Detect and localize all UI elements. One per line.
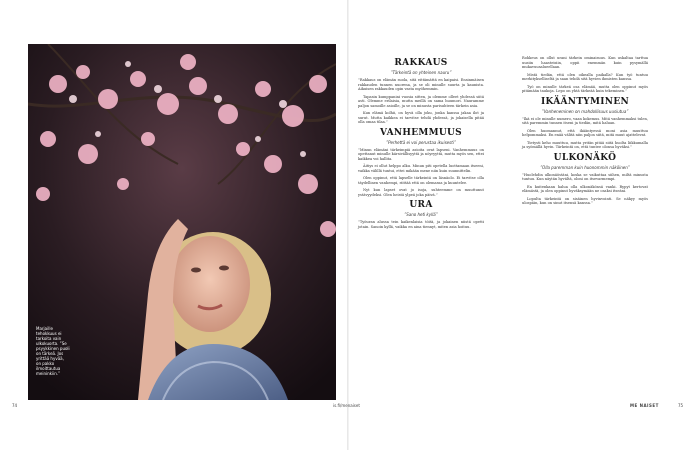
section-ikaantyminen: [522, 97, 648, 150]
section-subheading: ”Vanheneminen on mahdollisuus uusiutua”: [541, 108, 629, 114]
section-heading: RAKKAUS: [394, 58, 448, 68]
body-paragraph: Olen huomannut, että ikääntyessä moni asia muuttuu helpommaksi. En enää välitä niin paljon siitä, mitä muut ajattelevat.: [522, 128, 648, 137]
section-heading: IKÄÄNTYMINEN: [540, 96, 630, 107]
article-column-b: [522, 56, 648, 209]
article-column-a: [358, 56, 484, 232]
body-paragraph: Mistä tiedän, että olen oikealla paikalla? Kun työ tuntuu merkitykselliseltä ja saan tehdä sitä hyvien ihmisten kanssa.: [522, 72, 648, 81]
body-paragraph: En kuitenkaan halua olla ulkonäkönsä vanki. Rypyt kertovat elämästä, ja olen oppinut hyväksymään ne osaksi itseäni.: [522, 184, 648, 193]
page-gutter: [347, 0, 349, 450]
body-paragraph: ”Rakkaus on elämän suola, sitä eittämättä en kaipaisi. Ensinmäisen rakkauden tunnen nuorena, ja se oli minulle suurta ja kaunista. Aikuisen rakkauden opin vasta myöhemmin.: [358, 78, 484, 91]
section-ulkonako: [522, 153, 648, 206]
body-paragraph: Tapasin kumppanini vuosia sitten, ja olemme olleet yhdessä siitä asti. Olemme erilaisia, mutta meillä on sama huumori. Nauramme paljon samoille asioille, ja se on minusta parisuhteen tärkein asia.: [358, 94, 484, 108]
page-number-left: 74: [12, 403, 18, 408]
photo-caption: Marjaille tehokkuus ei tarkoita vain ulkokuorta. ”Se psyykkinen puoli on tärkeä. Jos yrittää hyvää, on pakko ilmoittautua meininkiin.”: [36, 326, 70, 376]
portrait-photo: [28, 44, 336, 400]
body-paragraph: Tietysti keho muuttuu, mutta yritän pitää siitä huolta liikkumalla ja syömällä hyvin. Tärkeintä on, että tuntee olonsa hyväksi.”: [522, 140, 648, 149]
body-paragraph: Rohkeus on ollut urani tärkein ominaisuus. Kun uskaltaa tarttua uusiin haasteisiin, oppii enemmän kuin pysymällä mukavuusalueellaan.: [522, 56, 648, 69]
section-heading: ULKONÄKÖ: [553, 152, 617, 163]
section-ura: [358, 200, 484, 229]
site-url: is.fi/menaiset: [333, 403, 360, 408]
section-subheading: ”Tärkeintä on yhteinen nauru”: [390, 70, 452, 75]
body-paragraph: ”Huolehdin ulkonäöstäni, koska se vaikuttaa siihen, miltä minusta tuntuu. Kun näytän hyvältä, oloni on itsevarmempi.: [522, 172, 648, 181]
body-paragraph: Olen oppinut, että lapselle tärkeintä on läsnäolo. Ei tarvitse olla täydellinen vanhempi, riittää että on olemassa ja kuuntelee.: [358, 176, 484, 185]
blossom-portrait-image: [28, 44, 336, 400]
section-subheading: ”Perhettä ei voi perustaa ikuisesti”: [386, 139, 456, 145]
page-number-right: 75: [678, 403, 684, 408]
magazine-section-name: ME NAISET: [630, 403, 659, 408]
body-paragraph: ”Minun elämäni tärkeimpiä asioita ovat lapseni. Vanhemmuus on opettanut minulle kärsivällisyyttä ja nöyryyttä, mutta myös sen, ettei kaikkea voi hallita.: [358, 147, 484, 161]
section-vanhemmuus: [358, 128, 484, 198]
section-rakkaus: [358, 58, 484, 125]
section-subheading: ”Olla paremman kuin huonommin näköinen”: [540, 164, 630, 170]
body-paragraph: Lopulta tärkeintä on sisäinen hyvinvointi. Se näkyy myös ulospäin, kun on sinut itsensä kanssa.”: [522, 196, 648, 205]
body-paragraph: Työ on minulle tärkeä osa elämää, mutta olen oppinut myös pitämään taukoja. Lepo on yhtä tärkeää kuin tekeminen.”: [522, 84, 648, 93]
body-paragraph: Nyt kun lapset ovat jo isoja, suhteemme on muuttunut ystävyydeksi. Olen heistä ylpeä joka päivä.”: [358, 188, 484, 197]
body-paragraph: Kun elämä kolhii, on hyvä olla joku, jonka kanssa jakaa ilot ja surut. Mutta kaikkea ei tarvitse tehdä yhdessä, ja jokaisella pitää olla omaa tilaa.”: [358, 111, 484, 124]
body-paragraph: Äitiys ei ollut helppo alku. Minun piti opetella luottamaan itseeni, vaikka välillä tuntui, ettei mikään mene niin kuin suunnittelin.: [358, 164, 484, 173]
body-paragraph: ”Ikä ei ole minulle numero, vaan kokemus. Mitä vanhemmaksi tulen, sitä paremmin tunnen itseni ja tiedän, mitä haluan.: [522, 116, 648, 125]
section-heading: VANHEMMUUS: [380, 127, 462, 138]
section-subheading: ”Sano heti kyllä”: [404, 212, 438, 217]
body-paragraph: ”Työuran alussa tein kaikenlaisia töitä, ja jokainen niistä opetti jotain. Sanoin kyllä, vaikka en aina tiennyt, miten asia hoituu.: [358, 220, 484, 229]
section-ura-continued: [522, 56, 648, 94]
section-heading: URA: [409, 200, 433, 210]
